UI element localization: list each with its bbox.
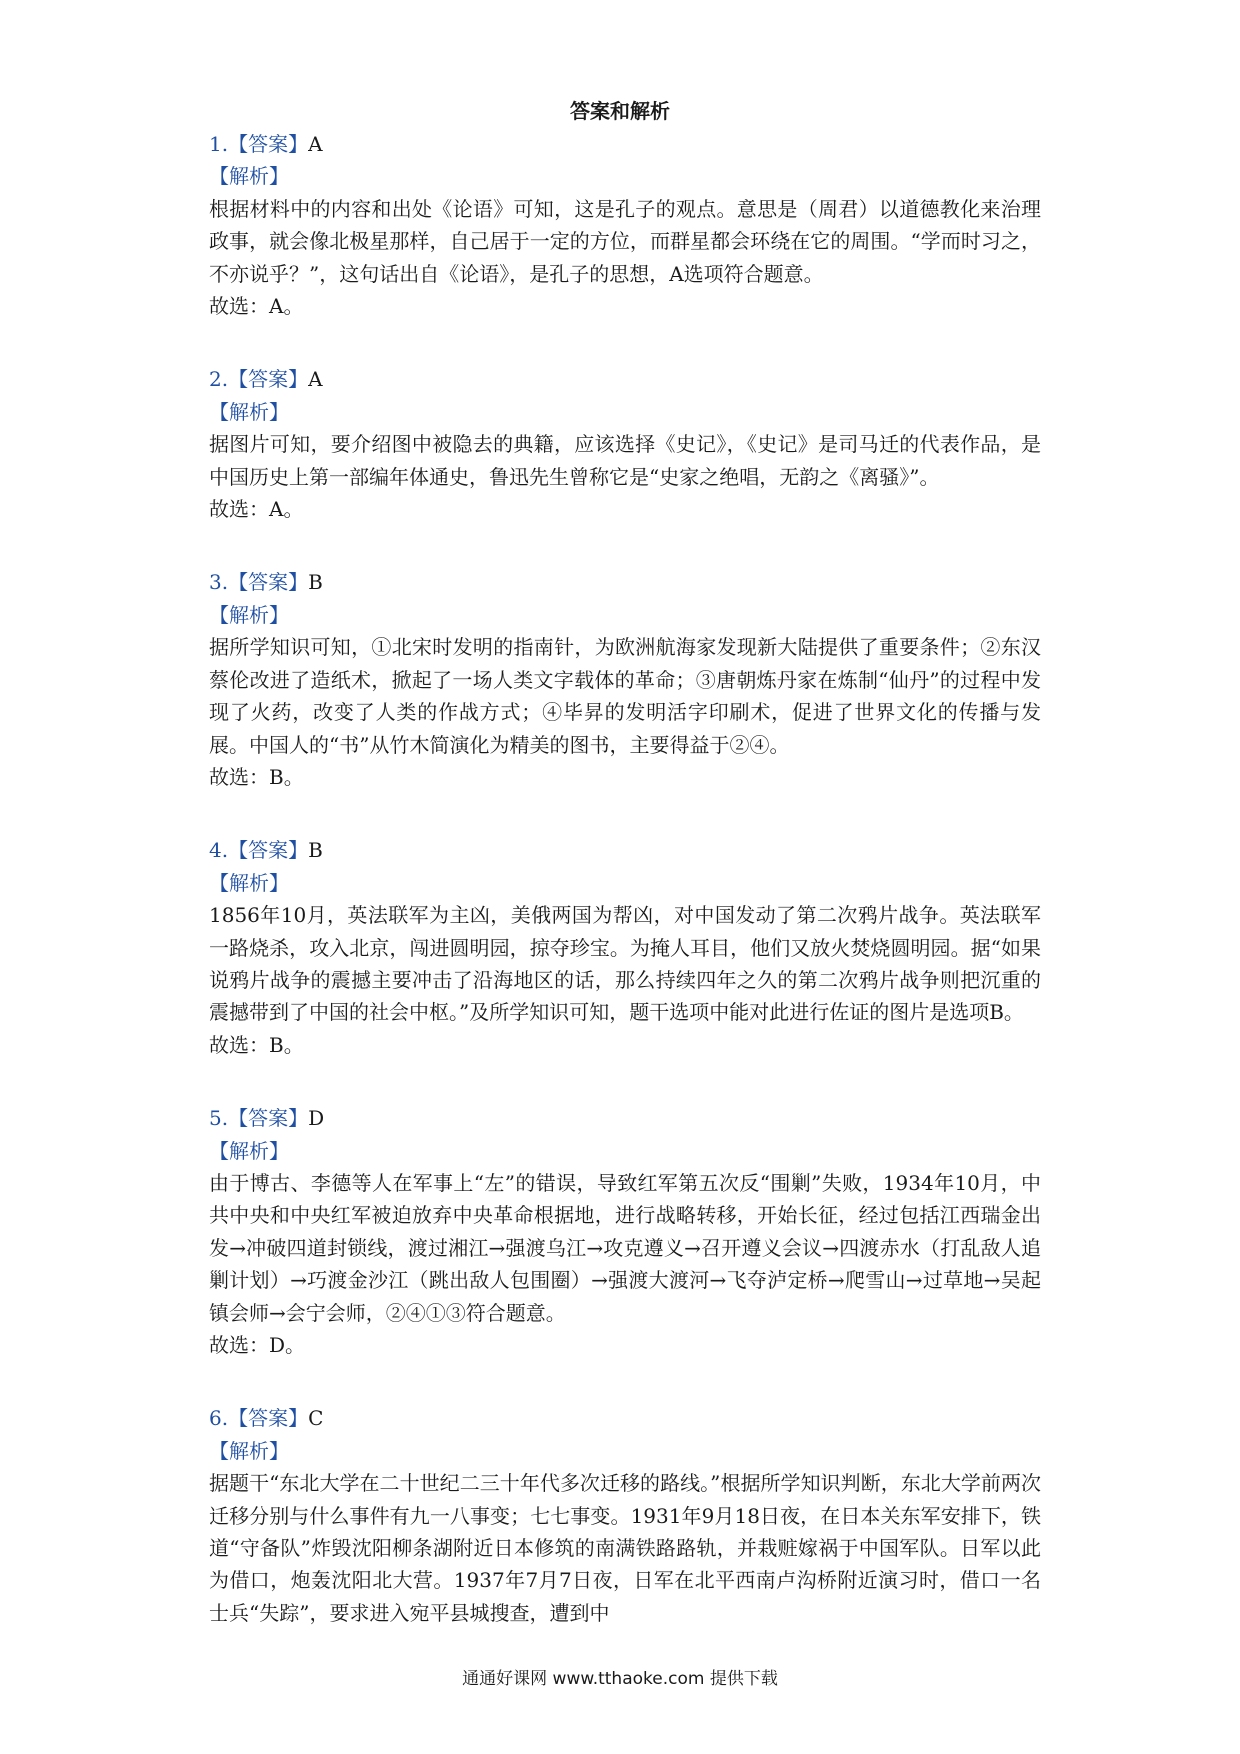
answer-item-6 xyxy=(209,1402,1041,1629)
analysis-text: 1856年10月，英法联军为主凶，美俄两国为帮凶，对中国发动了第二次鸦片战争。英法联军一路烧杀，攻入北京，闯进圆明园，掠夺珍宝。为掩人耳目，他们又放火焚烧圆明园。据“如果说鸦片战争的震撼主要冲击了沿海地区的话，那么持续四年之久的第二次鸦片战争则把沉重的震撼带到了中国的社会中枢。”及所学知识可知，题干选项中能对此进行佐证的图片是选项B。 xyxy=(209,903,1041,1025)
conclusion-text: 故选：B。 xyxy=(209,764,304,789)
answer-value: D xyxy=(308,1106,325,1131)
answer-value: A xyxy=(308,367,323,392)
answer-label: 【答案】 xyxy=(228,570,309,595)
answer-label: 【答案】 xyxy=(228,1406,309,1431)
answer-value: C xyxy=(308,1406,324,1431)
answer-item-2 xyxy=(209,363,1041,525)
question-number: 1. xyxy=(209,132,229,156)
analysis-label: 【解析】 xyxy=(209,399,289,424)
analysis-label: 【解析】 xyxy=(209,164,289,189)
answer-line xyxy=(209,1102,1041,1134)
conclusion-text: 故选：A。 xyxy=(209,497,304,522)
answer-item-1 xyxy=(209,128,1041,322)
answer-line xyxy=(209,363,1041,395)
answer-label: 【答案】 xyxy=(228,1106,309,1131)
answer-line xyxy=(209,834,1041,866)
answer-value: B xyxy=(308,838,323,863)
question-number: 2. xyxy=(209,367,229,392)
question-number: 3. xyxy=(209,570,229,595)
conclusion-text: 故选：B。 xyxy=(209,1032,304,1057)
answer-line xyxy=(209,566,1041,598)
answer-item-5 xyxy=(209,1102,1041,1361)
question-number: 4. xyxy=(209,838,229,863)
answer-label: 【答案】 xyxy=(228,132,309,156)
analysis-text: 据图片可知，要介绍图中被隐去的典籍，应该选择《史记》，《史记》是司马迁的代表作品，是中国历史上第一部编年体通史，鲁迅先生曾称它是“史家之绝唱，无韵之《离骚》”。 xyxy=(209,432,1041,489)
answer-label: 【答案】 xyxy=(228,367,309,392)
answer-line xyxy=(209,128,1041,160)
answer-value: B xyxy=(308,570,323,595)
question-number: 5. xyxy=(209,1106,229,1131)
conclusion-text: 故选：D。 xyxy=(209,1333,306,1357)
conclusion-text: 故选：A。 xyxy=(209,294,304,319)
analysis-label: 【解析】 xyxy=(209,602,289,627)
question-number: 6. xyxy=(209,1406,229,1431)
analysis-text: 由于博古、李德等人在军事上“左”的错误，导致红军第五次反“围剿”失败，1934年10月，中共中央和中央红军被迫放弃中央革命根据地，进行战略转移，开始长征，经过包括江西瑞金出发→冲破四道封锁线，渡过湘江→强渡乌江→攻克遵义→召开遵义会议→四渡赤水（打乱敌人追剿计划）→巧渡金沙江（跳出敌人包围圈）→强渡大渡河→飞夺泸定桥→爬雪山→过草地→吴起镇会师→会宁会师，②④①③符合题意。 xyxy=(209,1170,1041,1325)
answer-item-4 xyxy=(209,834,1041,1061)
answer-value: A xyxy=(308,132,323,156)
answer-label: 【答案】 xyxy=(228,838,309,863)
analysis-label: 【解析】 xyxy=(209,1138,289,1163)
analysis-text: 据题干“东北大学在二十世纪二三十年代多次迁移的路线。”根据所学知识判断，东北大学前两次迁移分别与什么事件有九一八事变；七七事变。1931年9月18日夜，在日本关东军安排下，铁道“守备队”炸毁沈阳柳条湖附近日本修筑的南满铁路路轨，并栽赃嫁祸于中国军队。日军以此为借口，炮轰沈阳北大营。1937年7月7日夜，日军在北平西南卢沟桥附近演习时，借口一名士兵“失踪”，要求进入宛平县城搜查，遭到中 xyxy=(209,1471,1041,1625)
answer-item-3 xyxy=(209,566,1041,793)
analysis-text: 根据材料中的内容和出处《论语》可知，这是孔子的观点。意思是（周君）以道德教化来治理政事，就会像北极星那样，自己居于一定的方位，而群星都会环绕在它的周围。“学而时习之，不亦说乎？”，这句话出自《论语》，是孔子的思想，A选项符合题意。 xyxy=(209,196,1041,286)
answer-line xyxy=(209,1402,1041,1434)
page-footer: 通通好课网 www.tthaoke.com 提供下载 xyxy=(462,1669,778,1689)
answer-list xyxy=(209,128,1041,1670)
analysis-label: 【解析】 xyxy=(209,1438,289,1463)
analysis-label: 【解析】 xyxy=(209,870,289,895)
page-title: 答案和解析 xyxy=(570,99,670,123)
analysis-text: 据所学知识可知，①北宋时发明的指南针，为欧洲航海家发现新大陆提供了重要条件；②东汉蔡伦改进了造纸术，掀起了一场人类文字载体的革命；③唐朝炼丹家在炼制“仙丹”的过程中发现了火药，改变了人类的作战方式；④毕昇的发明活字印刷术，促进了世界文化的传播与发展。中国人的“书”从竹木简演化为精美的图书，主要得益于②④。 xyxy=(209,635,1041,757)
